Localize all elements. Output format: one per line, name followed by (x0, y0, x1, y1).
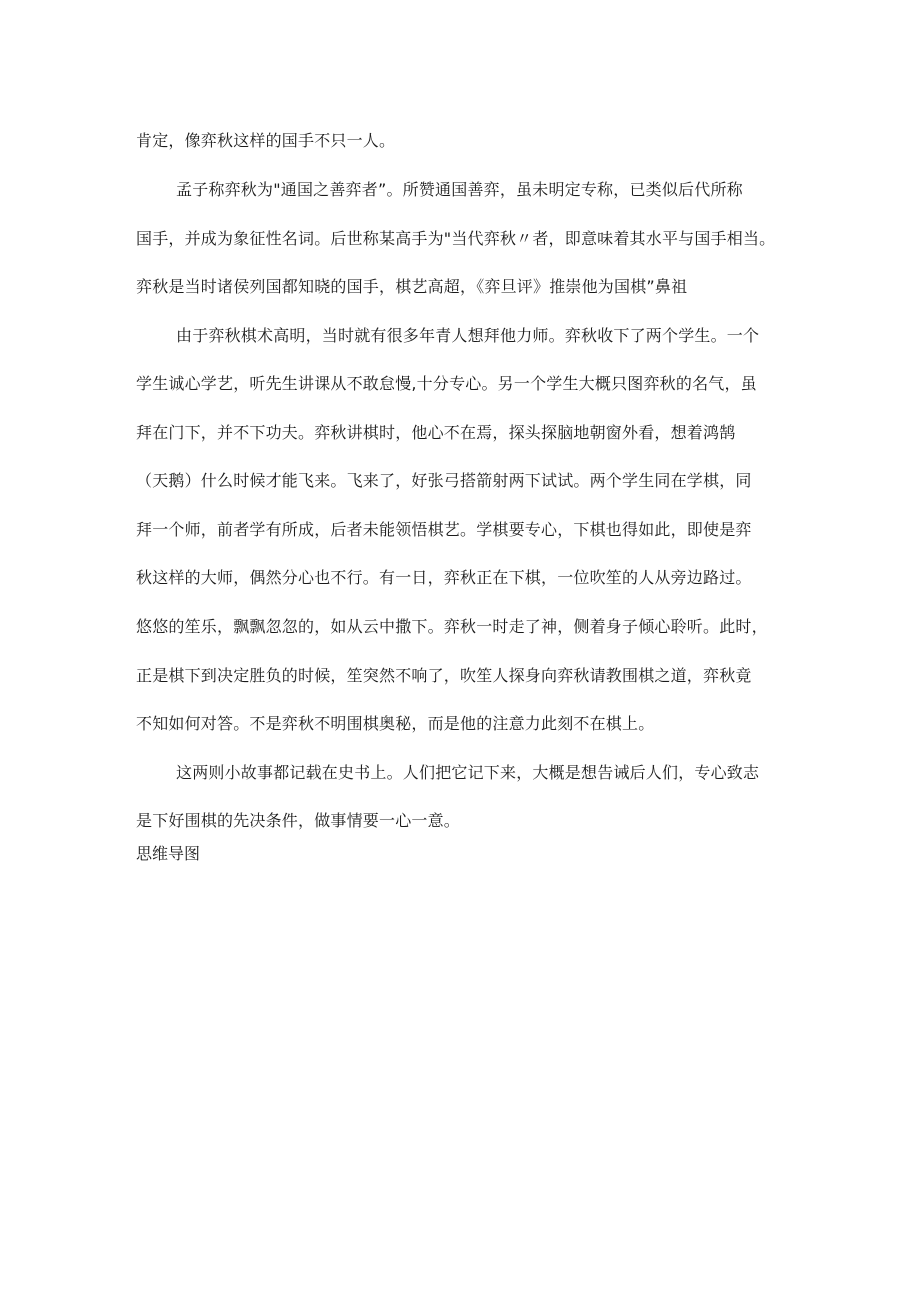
paragraph-3-line-8: 正是棋下到决定胜负的时候，笙突然不响了，吹笙人探身向弈秋请教围棋之道，弈秋竟 (136, 666, 752, 685)
paragraph-4-line-2: 是下好围棋的先决条件，做事情要一心一意。 (136, 811, 461, 830)
paragraph-3-line-1: 由于弈秋棋术高明，当时就有很多年青人想拜他力师。弈秋收下了两个学生。一个 (176, 326, 760, 345)
paragraph-2-line-3: 弈秋是当时诸侯列国都知晓的国手，棋艺高超，《弈旦评》推崇他为国棋”鼻祖 (136, 277, 688, 296)
paragraph-3-line-9: 不知如何对答。不是弈秋不明围棋奥秘，而是他的注意力此刻不在棋上。 (136, 714, 655, 733)
paragraph-2-line-1: 孟子称弈秋为"通国之善弈者”。所赞通国善弈，虽未明定专称，已类似后代所称 (176, 180, 743, 199)
paragraph-3-line-5: 拜一个师，前者学有所成，后者未能领悟棋艺。学棋要专心，下棋也得如此，即使是弈 (136, 520, 752, 539)
paragraph-3-line-7: 悠悠的笙乐，飘飘忽忽的，如从云中撒下。弈秋一时走了神，侧着身子倾心聆听。此时， (136, 617, 768, 636)
paragraph-3-line-6: 秋这样的大师，偶然分心也不行。有一日，弈秋正在下棋，一位吹笙的人从旁边路过。 (136, 568, 752, 587)
paragraph-2-line-2: 国手，并成为象征性名词。后世称某高手为"当代弈秋〃者，即意味着其水平与国手相当。 (136, 229, 776, 248)
paragraph-1-line-1: 肯定，像弈秋这样的国手不只一人。 (136, 131, 396, 150)
paragraph-3-line-2: 学生诚心学艺，听先生讲课从不敢怠慢,十分专心。另一个学生大概只图弈秋的名气，虽 (136, 374, 757, 393)
section-heading: 思维导图 (136, 844, 201, 863)
paragraph-3-line-4: （天鹅）什么时候才能飞来。飞来了，好张弓搭箭射两下试试。两个学生同在学棋，同 (136, 471, 752, 490)
paragraph-3-line-3: 拜在门下，并不下功夫。弈秋讲棋时，他心不在焉，探头探脑地朝窗外看，想着鸿鹄 (136, 423, 736, 442)
paragraph-4-line-1: 这两则小故事都记载在史书上。人们把它记下来，大概是想告诫后人们，专心致志 (176, 763, 760, 782)
